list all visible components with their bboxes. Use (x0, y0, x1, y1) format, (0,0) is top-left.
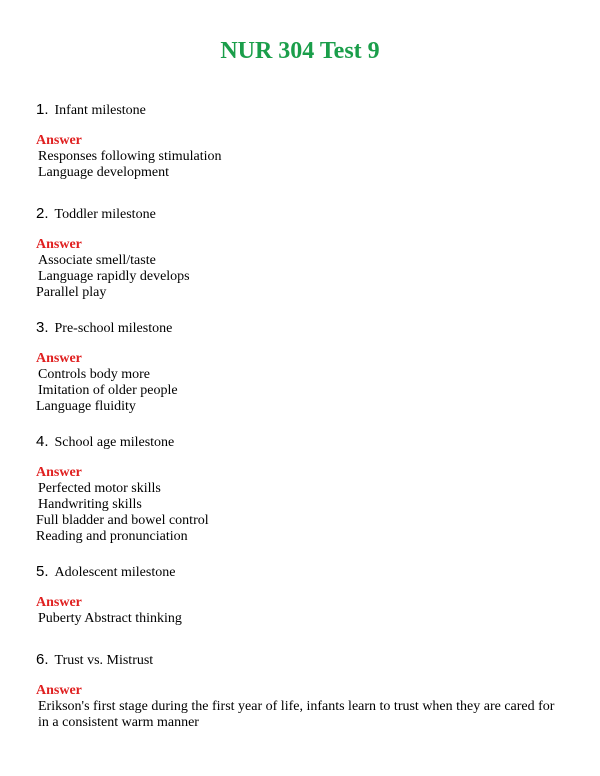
answer-line: Reading and pronunciation (36, 529, 188, 544)
answer-label: Answer (36, 351, 82, 366)
answer-line: Associate smell/taste (38, 253, 156, 268)
question-text: Infant milestone (54, 103, 146, 118)
answer-line: Handwriting skills (38, 497, 142, 512)
question-number: 3. (36, 319, 49, 336)
answer-line: Language development (38, 165, 170, 180)
answer-line: Language rapidly develops (38, 269, 190, 284)
question-number: 4. (36, 433, 49, 450)
question-6 (36, 650, 576, 731)
answer-label: Answer (36, 133, 82, 148)
question-text: Adolescent milestone (54, 565, 176, 580)
page-title: NUR 304 Test 9 (220, 38, 380, 64)
question-header (36, 318, 576, 338)
question-header (36, 562, 576, 582)
answer-line: Controls body more (38, 367, 150, 382)
answer-line: Puberty Abstract thinking (38, 611, 182, 626)
question-number: 5. (36, 563, 49, 580)
question-header (36, 204, 576, 224)
question-3 (36, 318, 576, 415)
answer-line: Perfected motor skills (38, 481, 161, 496)
question-5 (36, 562, 576, 627)
answer-label: Answer (36, 237, 82, 252)
question-text: School age milestone (54, 435, 175, 450)
answer-line: Full bladder and bowel control (36, 513, 209, 528)
answer-label: Answer (36, 595, 82, 610)
question-header (36, 100, 576, 120)
question-number: 1. (36, 101, 49, 118)
question-text: Pre-school milestone (54, 321, 173, 336)
question-header (36, 432, 576, 452)
answer-line: Responses following stimulation (38, 149, 222, 164)
answer-line: Imitation of older people (38, 383, 178, 398)
question-text: Toddler milestone (54, 207, 156, 222)
answer-line: Parallel play (36, 285, 107, 300)
question-number: 2. (36, 205, 49, 222)
question-4 (36, 432, 576, 545)
question-text: Trust vs. Mistrust (54, 653, 154, 668)
answer-paragraph: Erikson's first stage during the first year of life, infants learn to trust when they are cared for in a consistent warm manner (38, 699, 555, 730)
question-number: 6. (36, 651, 49, 668)
question-header (36, 650, 576, 670)
answer-label: Answer (36, 465, 82, 480)
answer-label: Answer (36, 683, 82, 698)
question-2 (36, 204, 576, 301)
question-1 (36, 100, 576, 181)
answer-line: Language fluidity (36, 399, 136, 414)
